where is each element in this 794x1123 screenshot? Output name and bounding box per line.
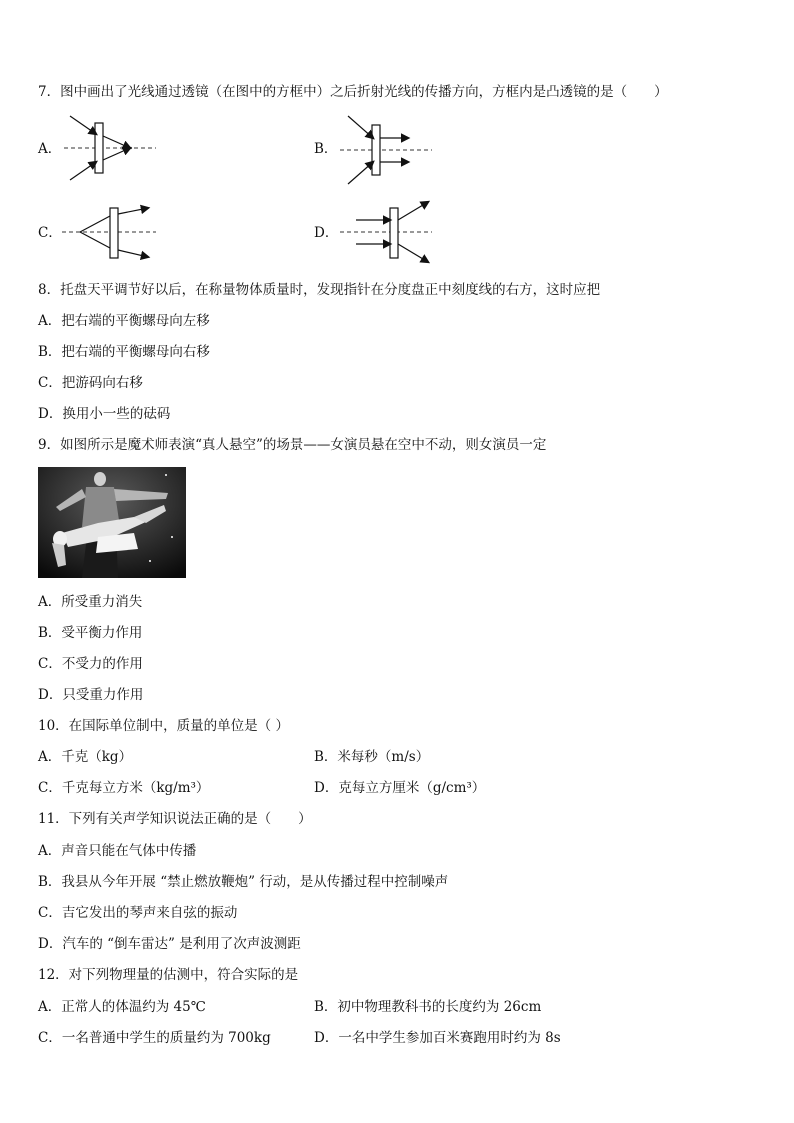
q7-option-d-label: D． [314, 225, 339, 241]
q9-option-c: C．不受力的作用 [38, 656, 143, 672]
q8-option-a: A．把右端的平衡螺母向左移 [38, 313, 210, 329]
q10-option-d: D．克每立方厘米（g/cm³） [314, 780, 486, 796]
q10-stem: 10．在国际单位制中，质量的单位是（ ） [38, 718, 289, 734]
q7-diagram-b [336, 112, 436, 188]
q10-option-c: C．千克每立方米（kg/m³） [38, 780, 210, 796]
q9-option-a: A．所受重力消失 [38, 594, 143, 610]
q12-stem: 12．对下列物理量的估测中，符合实际的是 [38, 967, 299, 983]
q12-option-a: A．正常人的体温约为 45℃ [38, 999, 206, 1015]
q8-option-d: D．换用小一些的砝码 [38, 406, 171, 422]
q10-option-b: B．米每秒（m/s） [314, 749, 430, 765]
q7-option-a-label: A． [38, 141, 62, 157]
q7-diagram-c [60, 200, 160, 266]
q7-diagram-d [336, 198, 436, 268]
q11-option-d: D．汽车的 “倒车雷达” 是利用了次声波测距 [38, 936, 301, 952]
q7-option-c-label: C． [38, 225, 62, 241]
q12-option-d: D．一名中学生参加百米赛跑用时约为 8s [314, 1030, 561, 1046]
magic-levitation-photo [38, 467, 186, 578]
q7-diagram-a [60, 108, 160, 188]
q9-stem: 9．如图所示是魔术师表演“真人悬空”的场景——女演员悬在空中不动，则女演员一定 [38, 437, 547, 453]
q7-stem: 7．图中画出了光线通过透镜（在图中的方框中）之后折射光线的传播方向，方框内是凸透镜的是（ ） [38, 84, 668, 100]
q9-option-b: B．受平衡力作用 [38, 625, 143, 641]
q12-option-c: C．一名普通中学生的质量约为 700kg [38, 1030, 271, 1046]
q11-stem: 11．下列有关声学知识说法正确的是（ ） [38, 811, 312, 827]
q8-option-c: C．把游码向右移 [38, 375, 143, 391]
q11-option-c: C．吉它发出的琴声来自弦的振动 [38, 905, 238, 921]
q8-stem: 8．托盘天平调节好以后，在称量物体质量时，发现指针在分度盘正中刻度线的右方，这时应把 [38, 282, 601, 298]
q10-option-a: A．千克（kg） [38, 749, 133, 765]
q9-option-d: D．只受重力作用 [38, 687, 144, 703]
q8-option-b: B．把右端的平衡螺母向右移 [38, 344, 210, 360]
q12-option-b: B．初中物理教科书的长度约为 26cm [314, 999, 542, 1015]
q11-option-a: A．声音只能在气体中传播 [38, 843, 197, 859]
q7-option-b-label: B． [314, 141, 338, 157]
q11-option-b: B．我县从今年开展 “禁止燃放鞭炮” 行动，是从传播过程中控制噪声 [38, 874, 449, 890]
